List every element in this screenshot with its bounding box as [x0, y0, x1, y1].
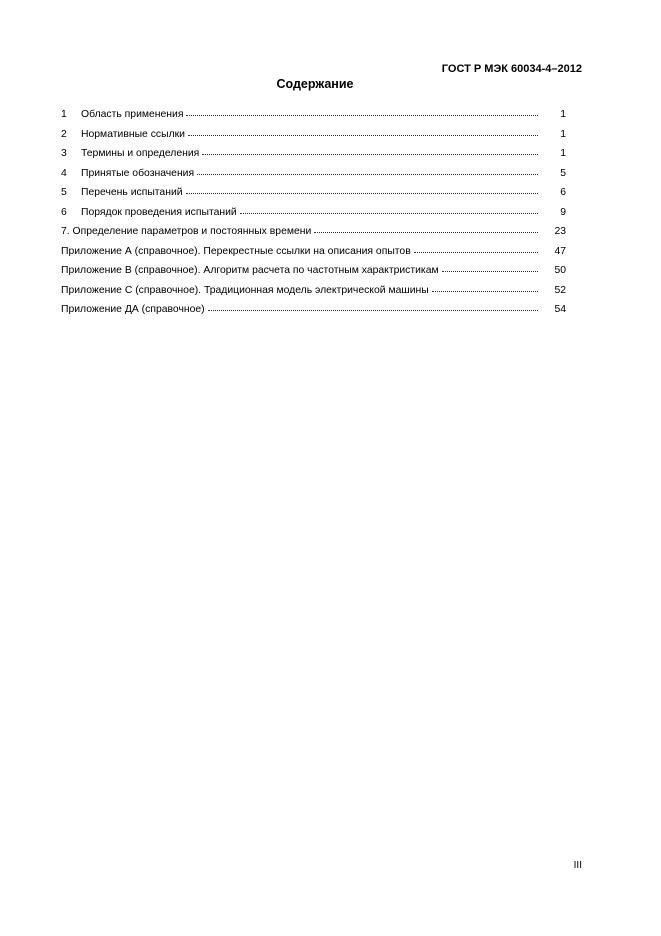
toc-entry-label: Приложение А (справочное). Перекрестные ссылки на описания опытов [61, 245, 411, 257]
toc-entry-label: 7. Определение параметров и постоянных времени [61, 226, 312, 237]
toc-dot-leader [432, 279, 538, 292]
toc-dot-leader [188, 123, 538, 136]
table-of-contents [61, 104, 566, 319]
toc-entry-label: Порядок проведения испытаний [81, 206, 237, 218]
toc-entry-page: 1 [560, 128, 566, 140]
toc-entry-page: 1 [560, 148, 566, 159]
toc-dot-leader [208, 298, 538, 311]
toc-entry-number: 4 [61, 167, 67, 179]
toc-dot-leader [186, 103, 538, 116]
toc-entry[interactable] [61, 260, 566, 280]
toc-entry-page: 5 [560, 167, 566, 179]
toc-entry-label: Приложение В (справочное). Алгоритм расчета по частотным характристикам [61, 265, 439, 276]
toc-entry[interactable] [61, 202, 566, 222]
toc-entry-page: 9 [560, 206, 566, 218]
toc-entry-number: 6 [61, 206, 67, 218]
toc-entry[interactable] [61, 280, 566, 300]
document-code: ГОСТ Р МЭК 60034-4–2012 [441, 63, 582, 75]
toc-dot-leader [414, 240, 538, 253]
toc-entry-number: 2 [61, 128, 67, 140]
toc-dot-leader [314, 220, 538, 233]
toc-title: Содержание [276, 77, 354, 91]
toc-entry[interactable] [61, 221, 566, 241]
toc-entry-label: Приложение ДА (справочное) [61, 304, 205, 315]
toc-dot-leader [442, 259, 538, 272]
toc-dot-leader [197, 162, 538, 175]
toc-entry-page: 50 [554, 265, 566, 276]
toc-entry-page: 6 [560, 187, 566, 198]
toc-entry-page: 23 [554, 226, 566, 237]
page-number: III [573, 860, 582, 871]
toc-entry-label: Приложение С (справочное). Традиционная модель электрической машины [61, 284, 429, 296]
toc-entry-label: Термины и определения [81, 148, 200, 159]
toc-entry[interactable] [61, 143, 566, 163]
toc-entry-page: 54 [554, 304, 566, 315]
toc-dot-leader [240, 201, 538, 214]
toc-entry[interactable] [61, 241, 566, 261]
toc-entry-number: 1 [61, 109, 67, 120]
toc-entry[interactable] [61, 182, 566, 202]
toc-entry-label: Принятые обозначения [81, 167, 195, 179]
toc-entry-number: 3 [61, 148, 67, 159]
toc-entry[interactable] [61, 163, 566, 183]
toc-entry-page: 47 [554, 245, 566, 257]
toc-entry[interactable] [61, 299, 566, 319]
toc-entry-label: Перечень испытаний [81, 187, 183, 198]
toc-entry-page: 52 [554, 284, 566, 296]
toc-dot-leader [202, 142, 538, 155]
toc-entry[interactable] [61, 124, 566, 144]
toc-entry-label: Область применения [81, 109, 184, 120]
toc-entry-number: 5 [61, 187, 67, 198]
toc-dot-leader [186, 181, 538, 194]
toc-entry-label: Нормативные ссылки [81, 128, 185, 140]
toc-entry-page: 1 [560, 109, 566, 120]
toc-entry[interactable] [61, 104, 566, 124]
